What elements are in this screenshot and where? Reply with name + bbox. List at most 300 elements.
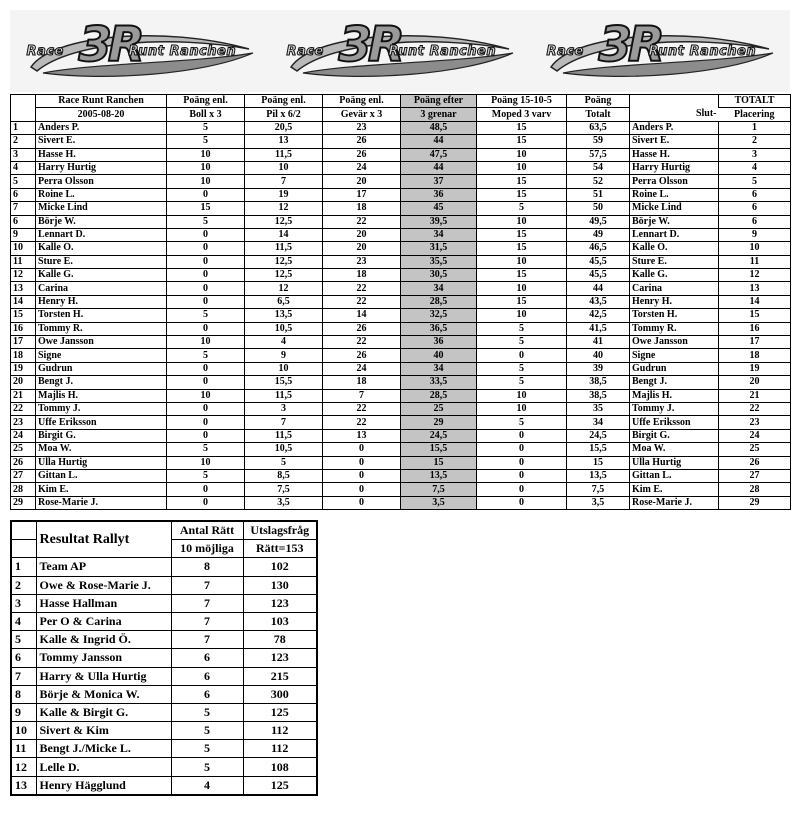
table-row [11, 631, 317, 649]
boll-points-cell: 0 [167, 429, 245, 442]
table-row [11, 188, 791, 201]
column-header: Poäng enl. [323, 95, 401, 108]
correct-answers-cell: 4 [171, 776, 243, 795]
three-events-points-cell: 36,5 [401, 322, 477, 335]
rank-cell: 9 [11, 228, 36, 241]
rank-cell: 6 [11, 188, 36, 201]
boll-points-cell: 0 [167, 416, 245, 429]
name-cell: Tommy J. [36, 402, 167, 415]
logo-word-race: Race [26, 44, 64, 59]
rank-cell: 23 [11, 416, 36, 429]
column-header: 2005-08-20 [36, 108, 167, 121]
race-runt-ranchen-logo [273, 15, 528, 87]
total-points-cell: 39 [567, 362, 630, 375]
boll-points-cell: 0 [167, 402, 245, 415]
team-name-cell: Per O & Carina [36, 612, 171, 630]
table-row [11, 776, 317, 795]
final-name-cell: Roine L. [630, 188, 719, 201]
three-events-points-cell: 15,5 [401, 443, 477, 456]
correct-answers-cell: 7 [171, 612, 243, 630]
total-points-cell: 35 [567, 402, 630, 415]
logo-word-runt-ranchen: Runt Ranchen [388, 44, 497, 59]
table-row [11, 402, 791, 415]
final-name-cell: Gudrun [630, 362, 719, 375]
three-events-points-cell: 24,5 [401, 429, 477, 442]
final-placement-cell: 1 [719, 121, 791, 134]
three-events-points-cell: 13,5 [401, 469, 477, 482]
pil-points-cell: 13,5 [245, 309, 323, 322]
boll-points-cell: 5 [167, 309, 245, 322]
logo-banner [10, 10, 790, 92]
rally-rank-cell: 9 [11, 703, 36, 721]
logo-3r-mark: 3R [78, 17, 141, 73]
gevar-points-cell: 0 [323, 469, 401, 482]
three-events-points-cell: 36 [401, 188, 477, 201]
boll-points-cell: 0 [167, 188, 245, 201]
rally-rank-cell: 7 [11, 667, 36, 685]
total-points-cell: 41 [567, 336, 630, 349]
correct-answers-cell: 7 [171, 576, 243, 594]
race-runt-ranchen-logo [13, 15, 268, 87]
three-events-points-cell: 28,5 [401, 389, 477, 402]
gevar-points-cell: 22 [323, 282, 401, 295]
rank-cell: 13 [11, 282, 36, 295]
gevar-points-cell: 18 [323, 376, 401, 389]
boll-points-cell: 0 [167, 322, 245, 335]
pil-points-cell: 7 [245, 416, 323, 429]
final-name-cell: Lennart D. [630, 228, 719, 241]
total-points-cell: 38,5 [567, 389, 630, 402]
gevar-points-cell: 22 [323, 336, 401, 349]
total-points-cell: 24,5 [567, 429, 630, 442]
correct-answers-cell: 5 [171, 722, 243, 740]
final-placement-cell: 29 [719, 496, 791, 509]
final-name-cell: Micke Lind [630, 202, 719, 215]
total-points-cell: 40 [567, 349, 630, 362]
final-name-cell: Tommy R. [630, 322, 719, 335]
table-row [11, 269, 791, 282]
moped-points-cell: 15 [477, 135, 567, 148]
correct-answers-cell: 6 [171, 649, 243, 667]
rank-cell: 27 [11, 469, 36, 482]
column-header [11, 95, 36, 108]
three-events-points-cell: 28,5 [401, 295, 477, 308]
name-cell: Perra Olsson [36, 175, 167, 188]
three-events-points-cell: 44 [401, 135, 477, 148]
rally-column-subheader: 10 möjliga [171, 540, 243, 558]
tiebreak-cell: 123 [243, 649, 317, 667]
final-placement-cell: 27 [719, 469, 791, 482]
three-events-points-cell: 39,5 [401, 215, 477, 228]
three-events-points-cell: 36 [401, 336, 477, 349]
pil-points-cell: 11,5 [245, 389, 323, 402]
rally-column-header: Utslagsfråg [243, 521, 317, 540]
gevar-points-cell: 18 [323, 202, 401, 215]
rank-cell: 2 [11, 135, 36, 148]
three-events-points-cell: 33,5 [401, 376, 477, 389]
final-name-cell: Moa W. [630, 443, 719, 456]
total-points-cell: 38,5 [567, 376, 630, 389]
column-header: Pil x 6/2 [245, 108, 323, 121]
final-name-cell: Birgit G. [630, 429, 719, 442]
final-name-cell: Signe [630, 349, 719, 362]
pil-points-cell: 12 [245, 202, 323, 215]
moped-points-cell: 5 [477, 362, 567, 375]
gevar-points-cell: 22 [323, 416, 401, 429]
moped-points-cell: 10 [477, 255, 567, 268]
three-events-points-cell: 30,5 [401, 269, 477, 282]
total-points-cell: 51 [567, 188, 630, 201]
boll-points-cell: 10 [167, 389, 245, 402]
boll-points-cell: 0 [167, 228, 245, 241]
total-points-cell: 42,5 [567, 309, 630, 322]
boll-points-cell: 10 [167, 148, 245, 161]
three-events-points-cell: 31,5 [401, 242, 477, 255]
pil-points-cell: 11,5 [245, 148, 323, 161]
final-name-cell: Hasse H. [630, 148, 719, 161]
rank-cell: 22 [11, 402, 36, 415]
name-cell: Signe [36, 349, 167, 362]
boll-points-cell: 10 [167, 456, 245, 469]
moped-points-cell: 10 [477, 282, 567, 295]
team-name-cell: Kalle & Birgit G. [36, 703, 171, 721]
moped-points-cell: 10 [477, 215, 567, 228]
final-name-cell: Uffe Eriksson [630, 416, 719, 429]
table-row [11, 362, 791, 375]
three-events-points-cell: 32,5 [401, 309, 477, 322]
rally-rank-cell: 13 [11, 776, 36, 795]
final-name-cell: Sture E. [630, 255, 719, 268]
correct-answers-cell: 5 [171, 703, 243, 721]
column-header [630, 95, 719, 108]
moped-points-cell: 10 [477, 309, 567, 322]
total-points-cell: 57,5 [567, 148, 630, 161]
gevar-points-cell: 13 [323, 429, 401, 442]
rally-results-table [10, 520, 318, 796]
three-events-points-cell: 34 [401, 228, 477, 241]
moped-points-cell: 15 [477, 121, 567, 134]
correct-answers-cell: 6 [171, 667, 243, 685]
boll-points-cell: 10 [167, 336, 245, 349]
boll-points-cell: 5 [167, 469, 245, 482]
boll-points-cell: 0 [167, 362, 245, 375]
team-name-cell: Lelle D. [36, 758, 171, 776]
pil-points-cell: 12,5 [245, 269, 323, 282]
three-events-points-cell: 40 [401, 349, 477, 362]
column-header: Boll x 3 [167, 108, 245, 121]
final-placement-cell: 6 [719, 215, 791, 228]
boll-points-cell: 0 [167, 496, 245, 509]
correct-answers-cell: 6 [171, 685, 243, 703]
column-header [11, 108, 36, 121]
race-runt-ranchen-logo [533, 15, 788, 87]
final-name-cell: Kalle G. [630, 269, 719, 282]
three-events-points-cell: 44 [401, 161, 477, 174]
table-row [11, 389, 791, 402]
rally-column-subheader [11, 540, 36, 558]
name-cell: Gittan L. [36, 469, 167, 482]
correct-answers-cell: 7 [171, 594, 243, 612]
name-cell: Rose-Marie J. [36, 496, 167, 509]
final-placement-cell: 22 [719, 402, 791, 415]
table-row [11, 443, 791, 456]
name-cell: Moa W. [36, 443, 167, 456]
boll-points-cell: 0 [167, 483, 245, 496]
total-points-cell: 43,5 [567, 295, 630, 308]
total-points-cell: 44 [567, 282, 630, 295]
gevar-points-cell: 22 [323, 295, 401, 308]
rank-cell: 4 [11, 161, 36, 174]
moped-points-cell: 5 [477, 202, 567, 215]
gevar-points-cell: 20 [323, 242, 401, 255]
rally-rank-cell: 11 [11, 740, 36, 758]
rank-cell: 15 [11, 309, 36, 322]
tiebreak-cell: 112 [243, 722, 317, 740]
table-row [11, 416, 791, 429]
name-cell: Anders P. [36, 121, 167, 134]
correct-answers-cell: 8 [171, 558, 243, 576]
final-name-cell: Majlis H. [630, 389, 719, 402]
final-placement-cell: 2 [719, 135, 791, 148]
total-points-cell: 52 [567, 175, 630, 188]
rally-rank-cell: 1 [11, 558, 36, 576]
table-row [11, 496, 791, 509]
team-name-cell: Bengt J./Micke L. [36, 740, 171, 758]
rally-rank-cell: 12 [11, 758, 36, 776]
column-header: Poäng enl. [245, 95, 323, 108]
table-row [11, 722, 317, 740]
final-placement-cell: 10 [719, 242, 791, 255]
column-header: Poäng enl. [167, 95, 245, 108]
table-row [11, 121, 791, 134]
pil-points-cell: 10,5 [245, 443, 323, 456]
moped-points-cell: 15 [477, 269, 567, 282]
final-name-cell: Torsten H. [630, 309, 719, 322]
name-cell: Tommy R. [36, 322, 167, 335]
pil-points-cell: 15,5 [245, 376, 323, 389]
table-row [11, 282, 791, 295]
three-events-points-cell: 29 [401, 416, 477, 429]
moped-points-cell: 5 [477, 376, 567, 389]
tiebreak-cell: 125 [243, 776, 317, 795]
moped-points-cell: 15 [477, 188, 567, 201]
tiebreak-cell: 123 [243, 594, 317, 612]
gevar-points-cell: 0 [323, 456, 401, 469]
total-points-cell: 3,5 [567, 496, 630, 509]
final-placement-cell: 5 [719, 175, 791, 188]
gevar-points-cell: 7 [323, 389, 401, 402]
rank-cell: 29 [11, 496, 36, 509]
name-cell: Torsten H. [36, 309, 167, 322]
table-row [11, 483, 791, 496]
boll-points-cell: 5 [167, 135, 245, 148]
column-header: Moped 3 varv [477, 108, 567, 121]
total-points-cell: 15,5 [567, 443, 630, 456]
final-name-cell: Owe Jansson [630, 336, 719, 349]
table-row [11, 202, 791, 215]
team-name-cell: Tommy Jansson [36, 649, 171, 667]
three-events-points-cell: 15 [401, 456, 477, 469]
boll-points-cell: 0 [167, 295, 245, 308]
pil-points-cell: 19 [245, 188, 323, 201]
table-row [11, 322, 791, 335]
table-row [11, 242, 791, 255]
table-row [11, 740, 317, 758]
name-cell: Kalle G. [36, 269, 167, 282]
rank-cell: 20 [11, 376, 36, 389]
team-name-cell: Henry Hägglund [36, 776, 171, 795]
name-cell: Hasse H. [36, 148, 167, 161]
rank-cell: 3 [11, 148, 36, 161]
moped-points-cell: 0 [477, 429, 567, 442]
gevar-points-cell: 18 [323, 269, 401, 282]
table-row [11, 376, 791, 389]
gevar-points-cell: 0 [323, 483, 401, 496]
final-name-cell: Ulla Hurtig [630, 456, 719, 469]
total-points-cell: 50 [567, 202, 630, 215]
final-name-cell: Börje W. [630, 215, 719, 228]
final-placement-cell: 15 [719, 309, 791, 322]
gevar-points-cell: 20 [323, 228, 401, 241]
moped-points-cell: 5 [477, 416, 567, 429]
moped-points-cell: 0 [477, 443, 567, 456]
final-name-cell: Sivert E. [630, 135, 719, 148]
moped-points-cell: 15 [477, 228, 567, 241]
tiebreak-cell: 125 [243, 703, 317, 721]
team-name-cell: Harry & Ulla Hurtig [36, 667, 171, 685]
moped-points-cell: 0 [477, 496, 567, 509]
moped-points-cell: 0 [477, 456, 567, 469]
boll-points-cell: 0 [167, 242, 245, 255]
pil-points-cell: 3 [245, 402, 323, 415]
team-name-cell: Sivert & Kim [36, 722, 171, 740]
gevar-points-cell: 0 [323, 496, 401, 509]
rank-cell: 21 [11, 389, 36, 402]
pil-points-cell: 5 [245, 456, 323, 469]
total-points-cell: 46,5 [567, 242, 630, 255]
three-events-points-cell: 47,5 [401, 148, 477, 161]
column-header: TOTALT [719, 95, 791, 108]
final-placement-cell: 13 [719, 282, 791, 295]
rally-rank-cell: 5 [11, 631, 36, 649]
name-cell: Bengt J. [36, 376, 167, 389]
boll-points-cell: 0 [167, 255, 245, 268]
gevar-points-cell: 26 [323, 135, 401, 148]
table-row [11, 228, 791, 241]
pil-points-cell: 7,5 [245, 483, 323, 496]
three-events-points-cell: 34 [401, 282, 477, 295]
table-row [11, 469, 791, 482]
rally-rank-cell: 6 [11, 649, 36, 667]
gevar-points-cell: 26 [323, 148, 401, 161]
pil-points-cell: 11,5 [245, 429, 323, 442]
pil-points-cell: 9 [245, 349, 323, 362]
boll-points-cell: 10 [167, 175, 245, 188]
table-row [11, 758, 317, 776]
gevar-points-cell: 24 [323, 362, 401, 375]
table-row [11, 594, 317, 612]
table-row [11, 148, 791, 161]
three-events-points-cell: 7,5 [401, 483, 477, 496]
moped-points-cell: 15 [477, 175, 567, 188]
boll-points-cell: 15 [167, 202, 245, 215]
race-results-table [10, 94, 791, 510]
table-row [11, 255, 791, 268]
final-placement-cell: 28 [719, 483, 791, 496]
total-points-cell: 59 [567, 135, 630, 148]
total-points-cell: 45,5 [567, 255, 630, 268]
logo-word-runt-ranchen: Runt Ranchen [648, 44, 757, 59]
rank-cell: 12 [11, 269, 36, 282]
rally-rank-cell: 4 [11, 612, 36, 630]
table-row [11, 349, 791, 362]
name-cell: Birgit G. [36, 429, 167, 442]
column-header: Poäng efter [401, 95, 477, 108]
logo-3r-mark: 3R [338, 17, 401, 73]
table-row [11, 175, 791, 188]
pil-points-cell: 3,5 [245, 496, 323, 509]
moped-points-cell: 0 [477, 469, 567, 482]
rally-rank-cell: 8 [11, 685, 36, 703]
total-points-cell: 13,5 [567, 469, 630, 482]
header-row-2 [11, 108, 791, 121]
table-row [11, 429, 791, 442]
column-header: Poäng [567, 95, 630, 108]
moped-points-cell: 15 [477, 242, 567, 255]
final-name-cell: Rose-Marie J. [630, 496, 719, 509]
final-name-cell: Henry H. [630, 295, 719, 308]
total-points-cell: 45,5 [567, 269, 630, 282]
final-name-cell: Perra Olsson [630, 175, 719, 188]
final-name-cell: Tommy J. [630, 402, 719, 415]
final-placement-cell: 19 [719, 362, 791, 375]
final-name-cell: Kim E. [630, 483, 719, 496]
final-name-cell: Anders P. [630, 121, 719, 134]
logo-word-race: Race [286, 44, 324, 59]
gevar-points-cell: 26 [323, 322, 401, 335]
column-header: Totalt [567, 108, 630, 121]
rank-cell: 7 [11, 202, 36, 215]
total-points-cell: 41,5 [567, 322, 630, 335]
final-name-cell: Gittan L. [630, 469, 719, 482]
rally-column-header [11, 521, 36, 540]
final-name-cell: Harry Hurtig [630, 161, 719, 174]
pil-points-cell: 11,5 [245, 242, 323, 255]
rank-cell: 6 [11, 215, 36, 228]
final-placement-cell: 24 [719, 429, 791, 442]
total-points-cell: 63,5 [567, 121, 630, 134]
gevar-points-cell: 22 [323, 215, 401, 228]
rally-rank-cell: 10 [11, 722, 36, 740]
column-header: Placering [719, 108, 791, 121]
gevar-points-cell: 20 [323, 175, 401, 188]
name-cell: Kim E. [36, 483, 167, 496]
name-cell: Harry Hurtig [36, 161, 167, 174]
final-placement-cell: 20 [719, 376, 791, 389]
pil-points-cell: 12 [245, 282, 323, 295]
total-points-cell: 15 [567, 456, 630, 469]
tiebreak-cell: 102 [243, 558, 317, 576]
moped-points-cell: 10 [477, 161, 567, 174]
final-placement-cell: 21 [719, 389, 791, 402]
rank-cell: 28 [11, 483, 36, 496]
rally-column-subheader: Rätt=153 [243, 540, 317, 558]
team-name-cell: Team AP [36, 558, 171, 576]
name-cell: Roine L. [36, 188, 167, 201]
rank-cell: 26 [11, 456, 36, 469]
table-row [11, 336, 791, 349]
rally-title: Resultat Rallyt [36, 521, 171, 558]
